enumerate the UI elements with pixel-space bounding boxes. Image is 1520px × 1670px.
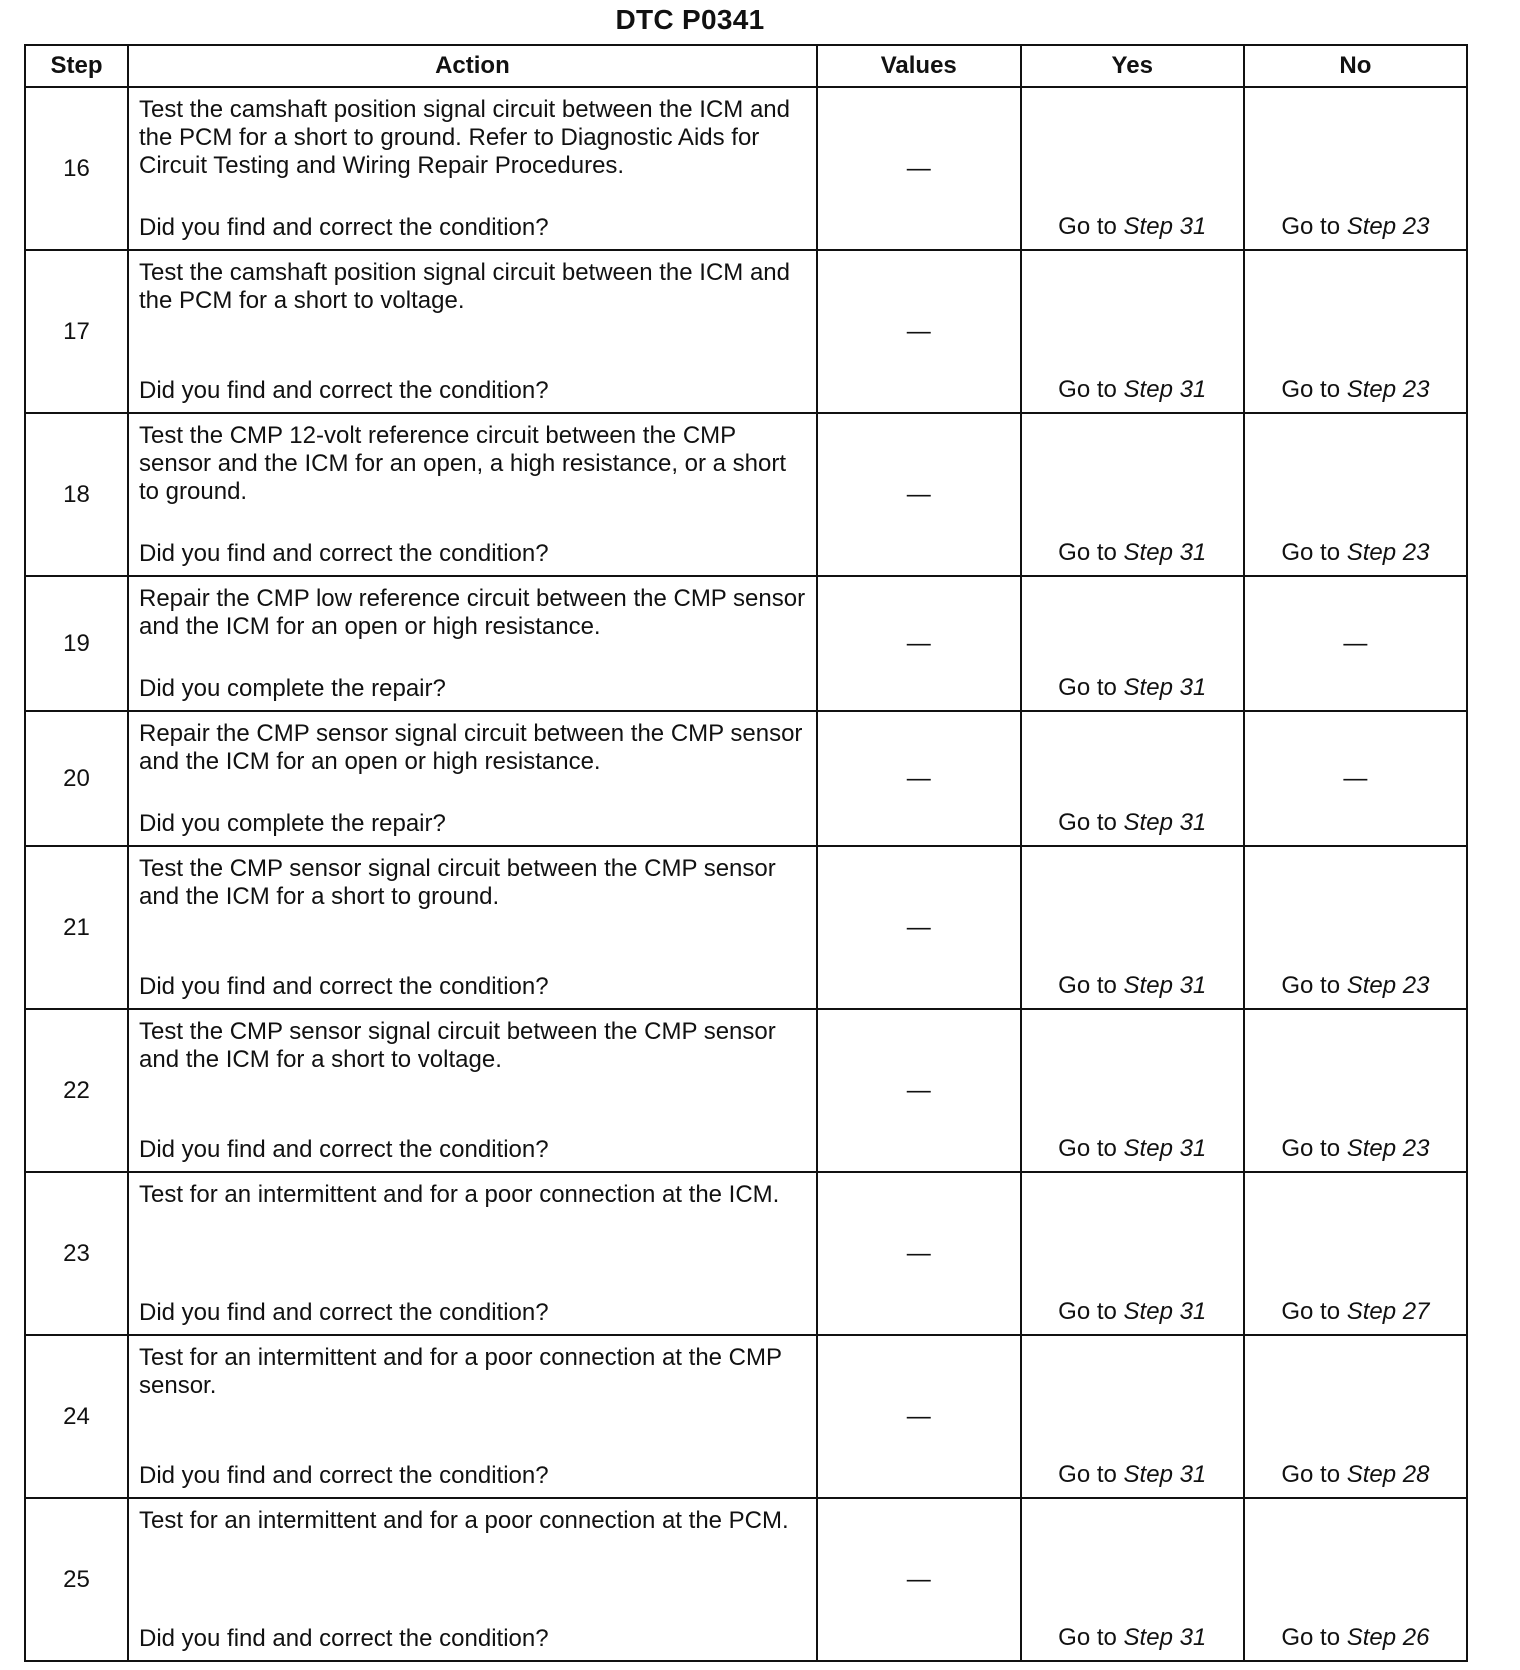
action-cell — [128, 846, 817, 1009]
no-step-ref: Step 23 — [1346, 376, 1430, 403]
yes-cell — [1021, 413, 1244, 576]
action-cell — [128, 1009, 817, 1172]
yes-step-ref: Step 31 — [1123, 539, 1207, 566]
no-cell — [1244, 250, 1467, 413]
no-prefix: Go to — [1281, 1298, 1347, 1325]
header-action: Action — [128, 45, 817, 87]
no-step-ref: Step 23 — [1346, 213, 1430, 240]
yes-cell — [1021, 846, 1244, 1009]
yes-cell — [1021, 576, 1244, 711]
yes-cell — [1021, 1009, 1244, 1172]
yes-step-ref: Step 31 — [1123, 674, 1207, 701]
yes-step-ref: Step 31 — [1123, 376, 1207, 403]
yes-cell — [1021, 87, 1244, 250]
question-text: Did you find and correct the condition? — [139, 540, 549, 567]
action-cell — [128, 413, 817, 576]
yes-cell — [1021, 1498, 1244, 1661]
no-cell — [1244, 1335, 1467, 1498]
question-text: Did you find and correct the condition? — [139, 1136, 549, 1163]
no-cell: — — [1244, 576, 1467, 711]
no-cell — [1244, 846, 1467, 1009]
action-cell — [128, 1335, 817, 1498]
no-prefix: Go to — [1281, 1624, 1347, 1651]
action-cell — [128, 711, 817, 846]
values-cell: — — [817, 1172, 1021, 1335]
no-step-ref: Step 26 — [1346, 1624, 1430, 1651]
action-cell — [128, 1172, 817, 1335]
diagnostic-table — [24, 44, 1468, 1662]
step-number: 16 — [25, 87, 128, 250]
question-text: Did you complete the repair? — [139, 675, 446, 702]
no-prefix: Go to — [1281, 376, 1347, 403]
yes-prefix: Go to — [1058, 1298, 1124, 1325]
no-step-ref: Step 27 — [1346, 1298, 1430, 1325]
header-yes: Yes — [1021, 45, 1244, 87]
action-cell — [128, 1498, 817, 1661]
no-prefix: Go to — [1281, 539, 1347, 566]
no-step-ref: Step 23 — [1346, 1135, 1430, 1162]
no-prefix: Go to — [1281, 213, 1347, 240]
action-text: Test the CMP 12-volt reference circuit between the CMP sensor and the ICM for an open, a high resistance, or a short to ground. — [139, 422, 787, 505]
step-number: 22 — [25, 1009, 128, 1172]
table-row — [25, 250, 1467, 413]
question-text: Did you find and correct the condition? — [139, 1625, 549, 1652]
table-row — [25, 576, 1467, 711]
table-row — [25, 1498, 1467, 1661]
yes-step-ref: Step 31 — [1123, 1624, 1207, 1651]
page-title: DTC P0341 — [615, 4, 765, 35]
question-text: Did you find and correct the condition? — [139, 1462, 549, 1489]
no-prefix: Go to — [1281, 1461, 1347, 1488]
action-text: Test for an intermittent and for a poor connection at the CMP sensor. — [139, 1344, 782, 1399]
step-number: 19 — [25, 576, 128, 711]
no-step-ref: Step 23 — [1346, 539, 1430, 566]
yes-prefix: Go to — [1058, 674, 1124, 701]
yes-step-ref: Step 31 — [1123, 1461, 1207, 1488]
action-text: Repair the CMP sensor signal circuit between the CMP sensor and the ICM for an open or high resistance. — [139, 720, 803, 775]
table-row — [25, 1335, 1467, 1498]
header-row — [25, 45, 1467, 87]
step-number: 25 — [25, 1498, 128, 1661]
values-cell: — — [817, 1498, 1021, 1661]
values-cell: — — [817, 87, 1021, 250]
yes-cell — [1021, 1335, 1244, 1498]
values-cell: — — [817, 576, 1021, 711]
action-text: Test for an intermittent and for a poor connection at the ICM. — [139, 1181, 780, 1208]
step-number: 20 — [25, 711, 128, 846]
step-number: 17 — [25, 250, 128, 413]
table-row — [25, 846, 1467, 1009]
question-text: Did you find and correct the condition? — [139, 1299, 549, 1326]
header-values: Values — [817, 45, 1021, 87]
table-row — [25, 711, 1467, 846]
no-step-ref: Step 23 — [1346, 972, 1430, 999]
yes-prefix: Go to — [1058, 972, 1124, 999]
no-cell — [1244, 87, 1467, 250]
no-cell — [1244, 1498, 1467, 1661]
action-cell — [128, 250, 817, 413]
yes-step-ref: Step 31 — [1123, 213, 1207, 240]
action-text: Test the camshaft position signal circuit between the ICM and the PCM for a short to ground. Refer to Diagnostic Aids for Circuit Testing and Wiring Repair Procedures. — [139, 96, 790, 179]
table-row — [25, 1172, 1467, 1335]
table-row — [25, 413, 1467, 576]
question-text: Did you find and correct the condition? — [139, 377, 549, 404]
yes-prefix: Go to — [1058, 376, 1124, 403]
yes-step-ref: Step 31 — [1123, 1298, 1207, 1325]
no-prefix: Go to — [1281, 1135, 1347, 1162]
question-text: Did you find and correct the condition? — [139, 973, 549, 1000]
header-no: No — [1244, 45, 1467, 87]
yes-prefix: Go to — [1058, 1461, 1124, 1488]
table-row — [25, 1009, 1467, 1172]
yes-step-ref: Step 31 — [1123, 1135, 1207, 1162]
yes-prefix: Go to — [1058, 539, 1124, 566]
yes-step-ref: Step 31 — [1123, 972, 1207, 999]
values-cell: — — [817, 1335, 1021, 1498]
question-text: Did you find and correct the condition? — [139, 214, 549, 241]
yes-cell — [1021, 250, 1244, 413]
no-cell — [1244, 413, 1467, 576]
values-cell: — — [817, 1009, 1021, 1172]
header-step: Step — [25, 45, 128, 87]
step-number: 21 — [25, 846, 128, 1009]
no-cell — [1244, 1172, 1467, 1335]
values-cell: — — [817, 846, 1021, 1009]
action-text: Repair the CMP low reference circuit between the CMP sensor and the ICM for an open or high resistance. — [139, 585, 806, 640]
yes-prefix: Go to — [1058, 213, 1124, 240]
no-cell: — — [1244, 711, 1467, 846]
action-cell — [128, 576, 817, 711]
yes-prefix: Go to — [1058, 1135, 1124, 1162]
action-text: Test for an intermittent and for a poor connection at the PCM. — [139, 1507, 789, 1534]
table-row — [25, 87, 1467, 250]
yes-prefix: Go to — [1058, 809, 1124, 836]
action-text: Test the CMP sensor signal circuit between the CMP sensor and the ICM for a short to voltage. — [139, 1018, 776, 1073]
step-number: 18 — [25, 413, 128, 576]
no-prefix: Go to — [1281, 972, 1347, 999]
action-text: Test the camshaft position signal circuit between the ICM and the PCM for a short to voltage. — [139, 259, 790, 314]
yes-cell — [1021, 711, 1244, 846]
step-number: 23 — [25, 1172, 128, 1335]
values-cell: — — [817, 413, 1021, 576]
yes-cell — [1021, 1172, 1244, 1335]
question-text: Did you complete the repair? — [139, 810, 446, 837]
values-cell: — — [817, 250, 1021, 413]
yes-prefix: Go to — [1058, 1624, 1124, 1651]
no-step-ref: Step 28 — [1346, 1461, 1430, 1488]
action-cell — [128, 87, 817, 250]
values-cell: — — [817, 711, 1021, 846]
action-text: Test the CMP sensor signal circuit between the CMP sensor and the ICM for a short to ground. — [139, 855, 776, 910]
no-cell — [1244, 1009, 1467, 1172]
yes-step-ref: Step 31 — [1123, 809, 1207, 836]
step-number: 24 — [25, 1335, 128, 1498]
